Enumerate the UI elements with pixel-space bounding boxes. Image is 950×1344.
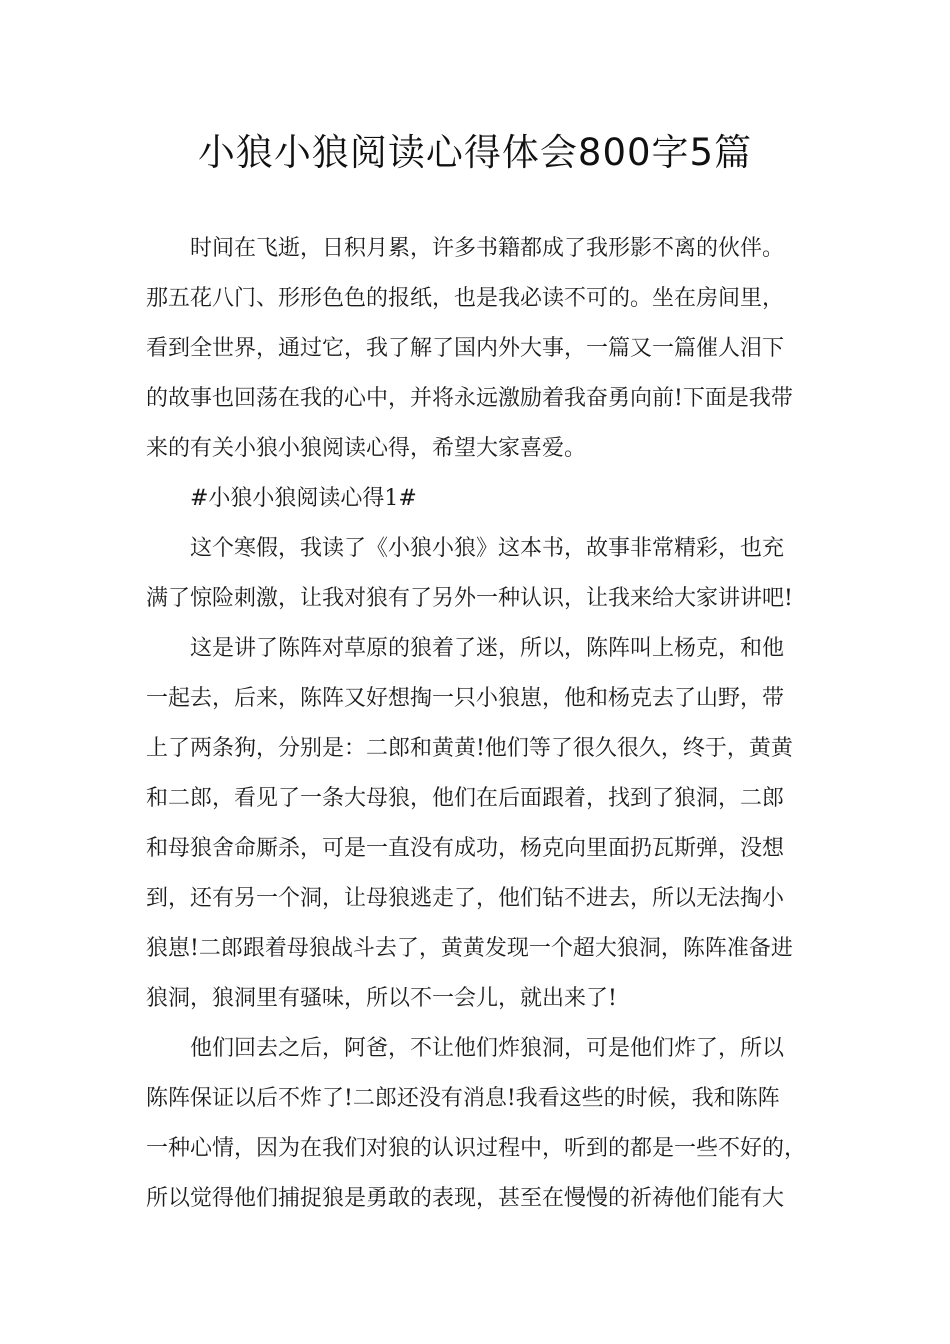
paragraph-line: 这是讲了陈阵对草原的狼着了迷，所以，陈阵叫上杨克，和他 [190,636,785,661]
paragraph-line: 所以觉得他们捕捉狼是勇敢的表现，甚至在慢慢的祈祷他们能有大 [146,1186,785,1211]
paragraph-line: 狼洞，狼洞里有骚味，所以不一会儿，就出来了! [146,986,617,1011]
paragraph-line: 和母狼舍命厮杀，可是一直没有成功，杨克向里面扔瓦斯弹，没想 [146,836,785,861]
paragraph-line: 狼崽!二郎跟着母狼战斗去了，黄黄发现一个超大狼洞，陈阵准备进 [146,936,793,961]
paragraph-line: 来的有关小狼小狼阅读心得，希望大家喜爱。 [146,436,587,461]
paragraph-line: 一种心情，因为在我们对狼的认识过程中，听到的都是一些不好的， [146,1136,807,1161]
paragraph-line: 那五花八门、形形色色的报纸，也是我必读不可的。坐在房间里， [146,286,785,311]
paragraph-line: 和二郎，看见了一条大母狼，他们在后面跟着，找到了狼洞，二郎 [146,786,785,811]
paragraph-line: 看到全世界，通过它，我了解了国内外大事，一篇又一篇催人泪下 [146,336,785,361]
paragraph-line: 的故事也回荡在我的心中，并将永远激励着我奋勇向前!下面是我带 [146,386,793,411]
paragraph-line: 满了惊险刺激，让我对狼有了另外一种认识，让我来给大家讲讲吧! [146,586,793,611]
document-title: 小狼小狼阅读心得体会800字5篇 [197,131,753,174]
paragraph-line: 这个寒假，我读了《小狼小狼》这本书，故事非常精彩，也充 [190,536,785,561]
paragraph-line: 时间在飞逝，日积月累，许多书籍都成了我形影不离的伙伴。 [190,236,785,261]
paragraph-line: 到，还有另一个洞，让母狼逃走了，他们钻不进去，所以无法掏小 [146,886,785,911]
section-heading: #小狼小狼阅读心得1# [190,486,417,511]
paragraph-line: 一起去，后来，陈阵又好想掏一只小狼崽，他和杨克去了山野，带 [146,686,785,711]
paragraph-line: 上了两条狗，分别是：二郎和黄黄!他们等了很久很久，终于，黄黄 [146,736,793,761]
paragraph-line: 他们回去之后，阿爸，不让他们炸狼洞，可是他们炸了，所以 [190,1036,785,1061]
paragraph-line: 陈阵保证以后不炸了!二郎还没有消息!我看这些的时候，我和陈阵 [146,1086,780,1111]
